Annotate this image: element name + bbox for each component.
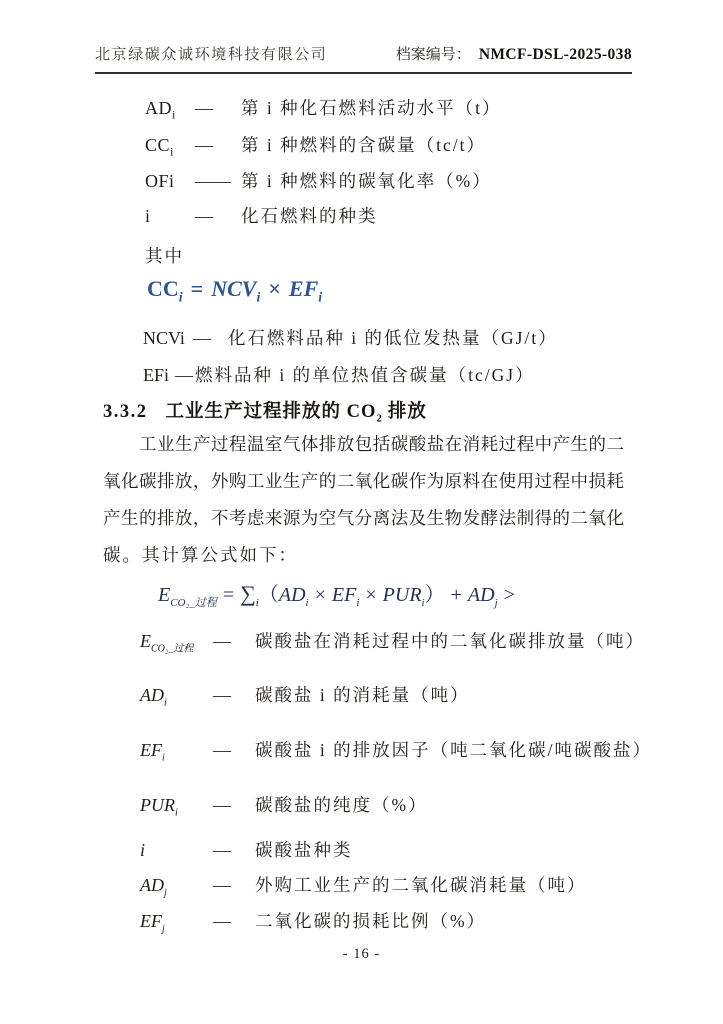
dash: — — [213, 875, 231, 895]
definition-row-i — [145, 203, 378, 231]
definition-text: 碳酸盐 i 的排放因子（吨二氧化碳/吨碳酸盐） — [255, 740, 652, 760]
symbol-base: PUR — [140, 795, 175, 815]
symbol-puri — [140, 795, 213, 819]
definition-row-puri — [140, 792, 428, 819]
section-number: 3.3.2 — [103, 402, 148, 422]
symbol-base: EF — [140, 911, 162, 931]
definition-text: 碳酸盐在消耗过程中的二氧化碳排放量（吨） — [255, 631, 645, 651]
symbol-eco2 — [140, 631, 213, 655]
file-number-value: NMCF-DSL-2025-038 — [478, 46, 632, 63]
e-lhs-sub: CO₂_过程 — [170, 597, 217, 609]
dash: — — [213, 840, 231, 860]
paragraph-line: 碳。其计算公式如下： — [103, 545, 298, 565]
pur-sub: i — [421, 597, 425, 609]
dash: — — [213, 740, 231, 760]
section-title-post: 排放 — [387, 402, 427, 422]
symbol-ofi — [145, 171, 195, 196]
ef-sub: i — [318, 290, 323, 306]
symbol-base: AD — [145, 98, 172, 118]
definition-row-adi — [145, 95, 501, 123]
definition-row-eco2 — [140, 628, 645, 655]
page-header — [95, 43, 632, 64]
definition-text: 第 i 种化石燃料活动水平（t） — [241, 98, 502, 118]
symbol-adj — [140, 875, 213, 899]
page-number: - 16 - — [342, 946, 381, 962]
times-sign: × — [268, 276, 281, 301]
symbol-sub: j — [164, 887, 167, 899]
adj-term: AD — [467, 584, 495, 606]
symbol-efi: EFi — [143, 365, 170, 385]
pur-term: PUR — [382, 584, 422, 606]
symbol-sub: i — [164, 697, 167, 709]
symbol-base: AD — [140, 875, 164, 895]
body-paragraph — [103, 426, 624, 574]
symbol-sub: i — [162, 752, 165, 764]
definition-text: 碳酸盐种类 — [255, 840, 353, 860]
cc-lhs-sub: i — [178, 290, 183, 306]
tail-symbol: > — [503, 584, 515, 606]
company-name: 北京绿碳众诚环境科技有限公司 — [95, 47, 328, 63]
definition-row-i2 — [140, 837, 353, 864]
definition-text: 第 i 种燃料的碳氧化率（%） — [241, 171, 492, 191]
symbol-adi — [140, 685, 213, 709]
equals-sign: = — [222, 584, 235, 606]
co2-subscript: 2 — [376, 412, 383, 425]
ncv-sub: i — [256, 290, 261, 306]
e-lhs: E — [158, 584, 171, 606]
definition-text: 燃料品种 i 的单位热值含碳量（tc/GJ） — [195, 365, 535, 385]
symbol-base: i — [145, 206, 151, 226]
cc-equation — [147, 276, 322, 306]
symbol-cci — [145, 135, 195, 160]
symbol-i — [140, 840, 213, 864]
definition-text: 碳酸盐的纯度（%） — [255, 795, 428, 815]
definition-row-cci — [145, 132, 486, 160]
file-number — [396, 43, 632, 64]
symbol-efj — [140, 911, 213, 935]
definition-text: 化石燃料的种类 — [241, 206, 378, 226]
times-sign: × — [365, 584, 377, 606]
ncv-term: NCV — [211, 276, 257, 301]
symbol-base: E — [140, 631, 151, 651]
open-paren: （ — [258, 584, 279, 606]
symbol-ncvi: NCVi — [143, 328, 185, 348]
symbol-base: AD — [140, 685, 164, 705]
definition-row-efi2 — [140, 737, 652, 764]
dash: — — [213, 795, 231, 815]
dash: — — [195, 135, 213, 155]
header-divider — [95, 72, 632, 74]
definition-text: 碳酸盐 i 的消耗量（吨） — [255, 685, 470, 705]
ef-sub: i — [356, 597, 360, 609]
symbol-sub: i — [172, 107, 176, 122]
definition-row-efj — [140, 908, 486, 935]
paragraph-line: 产生的排放，不考虑来源为空气分离法及生物发酵法制得的二氧化 — [103, 508, 624, 528]
dash: — — [213, 631, 231, 651]
dash: — — [195, 206, 213, 226]
sigma-sub: i — [255, 597, 259, 609]
dash: — — [192, 328, 211, 348]
symbol-i — [145, 206, 195, 231]
definition-text: 化石燃料品种 i 的低位发热量（GJ/t） — [227, 328, 558, 348]
ef-term: EF — [331, 584, 357, 606]
symbol-efi — [140, 740, 213, 764]
symbol-sub: i — [175, 807, 178, 819]
section-heading — [103, 397, 427, 425]
process-emission-equation — [158, 578, 521, 610]
ef-term: EF — [288, 276, 319, 301]
symbol-adi — [145, 98, 195, 123]
paragraph-line: 氧化碳排放，外购工业生产的二氧化碳作为原料在使用过程中损耗 — [103, 471, 624, 491]
definition-row-ofi — [145, 168, 492, 196]
definition-text: 第 i 种燃料的含碳量（tc/t） — [241, 135, 486, 155]
definition-row-adi2 — [140, 682, 470, 709]
times-sign: × — [314, 584, 326, 606]
definition-text: 二氧化碳的损耗比例（%） — [255, 911, 487, 931]
symbol-sub: i — [170, 144, 174, 159]
dash: — — [175, 365, 194, 385]
symbol-base: EF — [140, 740, 162, 760]
definition-text: 外购工业生产的二氧化碳消耗量（吨） — [255, 875, 587, 895]
dash: — — [213, 685, 231, 705]
ad-sub: i — [305, 597, 309, 609]
symbol-base: OFi — [145, 171, 175, 191]
dash: — — [213, 911, 231, 931]
cc-lhs: CC — [147, 276, 179, 301]
dash: —— — [195, 171, 231, 191]
among-label: 其中 — [145, 246, 184, 266]
symbol-base: i — [140, 840, 146, 860]
symbol-base: CC — [145, 135, 171, 155]
equals-sign: = — [190, 276, 204, 301]
definition-row-ncvi — [143, 325, 558, 350]
adj-sub: j — [494, 597, 498, 609]
symbol-sub: j — [162, 923, 165, 935]
dash: — — [195, 98, 213, 118]
plus-sign: + — [450, 584, 462, 606]
section-title: 工业生产过程排放的 CO — [165, 402, 377, 422]
paragraph-line: 工业生产过程温室气体排放包括碳酸盐在消耗过程中产生的二 — [139, 434, 624, 454]
definition-row-efi — [143, 362, 535, 387]
ad-term: AD — [278, 584, 306, 606]
sigma-symbol: ∑ — [240, 581, 256, 606]
close-paren: ） — [424, 584, 445, 606]
definition-row-adj — [140, 872, 587, 899]
file-number-label: 档案编号： — [395, 47, 471, 63]
symbol-sub: CO₂_过程 — [151, 643, 194, 655]
